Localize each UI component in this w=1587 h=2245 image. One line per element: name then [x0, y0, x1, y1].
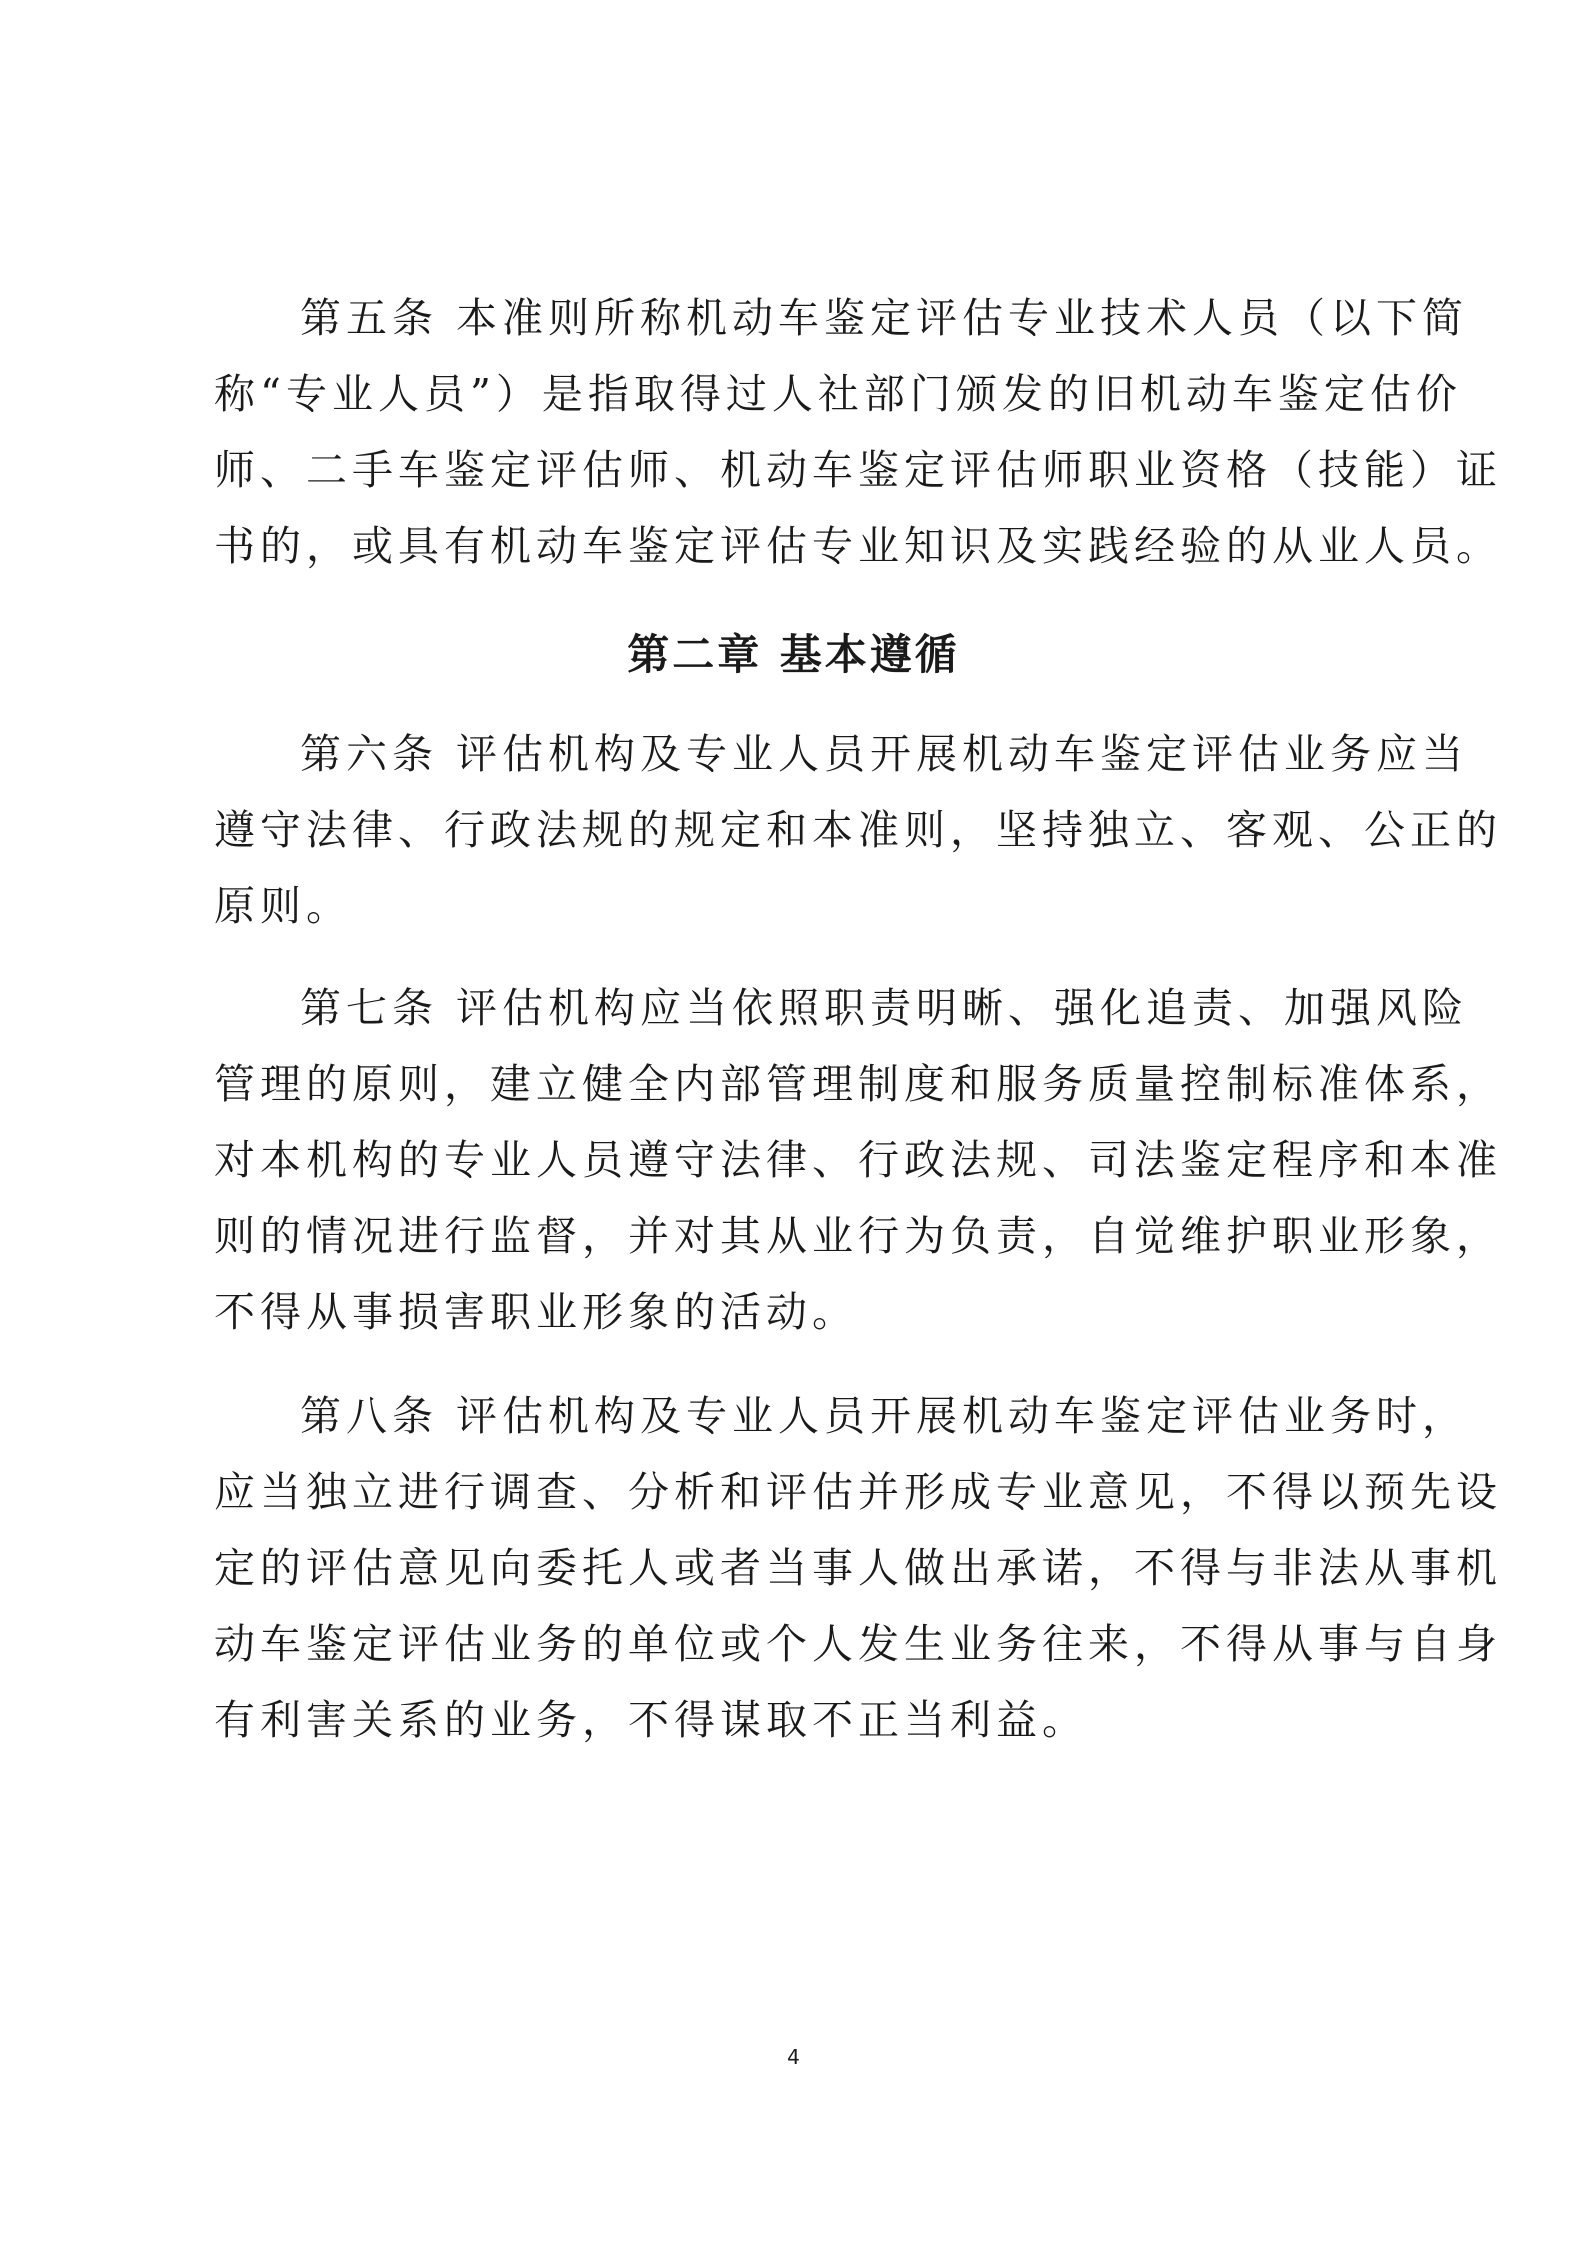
article-6-line-1: 第六条 评估机构及专业人员开展机动车鉴定评估业务应当: [300, 730, 1469, 778]
article-5-paragraph: [214, 280, 1502, 584]
article-6-line-2: 遵守法律、行政法规的规定和本准则，坚持独立、客观、公正的: [214, 806, 1502, 854]
page-number: 4: [787, 2045, 800, 2069]
article-7-line-3: 对本机构的专业人员遵守法律、行政法规、司法鉴定程序和本准: [214, 1136, 1502, 1184]
chapter-heading: 第二章 基本遵循: [627, 630, 960, 679]
article-7-paragraph: [214, 970, 1502, 1350]
article-5-line-1: 第五条 本准则所称机动车鉴定评估专业技术人员（以下简: [300, 294, 1469, 342]
article-5-line-2: 称“专业人员”）是指取得过人社部门颁发的旧机动车鉴定估价: [214, 370, 1462, 418]
article-7-line-2: 管理的原则，建立健全内部管理制度和服务质量控制标准体系，: [214, 1060, 1502, 1108]
article-5-line-3: 师、二手车鉴定评估师、机动车鉴定评估师职业资格（技能）证: [214, 446, 1502, 494]
article-6-line-3: 原则。: [214, 882, 352, 930]
article-8-line-5: 有利害关系的业务，不得谋取不正当利益。: [214, 1696, 1088, 1744]
article-8-line-3: 定的评估意见向委托人或者当事人做出承诺，不得与非法从事机: [214, 1544, 1502, 1592]
article-7-line-1: 第七条 评估机构应当依照职责明晰、强化追责、加强风险: [300, 984, 1469, 1032]
article-8-line-1: 第八条 评估机构及专业人员开展机动车鉴定评估业务时，: [300, 1392, 1469, 1440]
article-7-line-5: 不得从事损害职业形象的活动。: [214, 1288, 858, 1336]
article-8-line-2: 应当独立进行调查、分析和评估并形成专业意见，不得以预先设: [214, 1468, 1502, 1516]
article-6-paragraph: [214, 716, 1502, 944]
article-8-paragraph: [214, 1378, 1502, 1758]
article-8-line-4: 动车鉴定评估业务的单位或个人发生业务往来，不得从事与自身: [214, 1620, 1502, 1668]
article-5-line-4: 书的，或具有机动车鉴定评估专业知识及实践经验的从业人员。: [214, 522, 1502, 570]
article-7-line-4: 则的情况进行监督，并对其从业行为负责，自觉维护职业形象，: [214, 1212, 1502, 1260]
